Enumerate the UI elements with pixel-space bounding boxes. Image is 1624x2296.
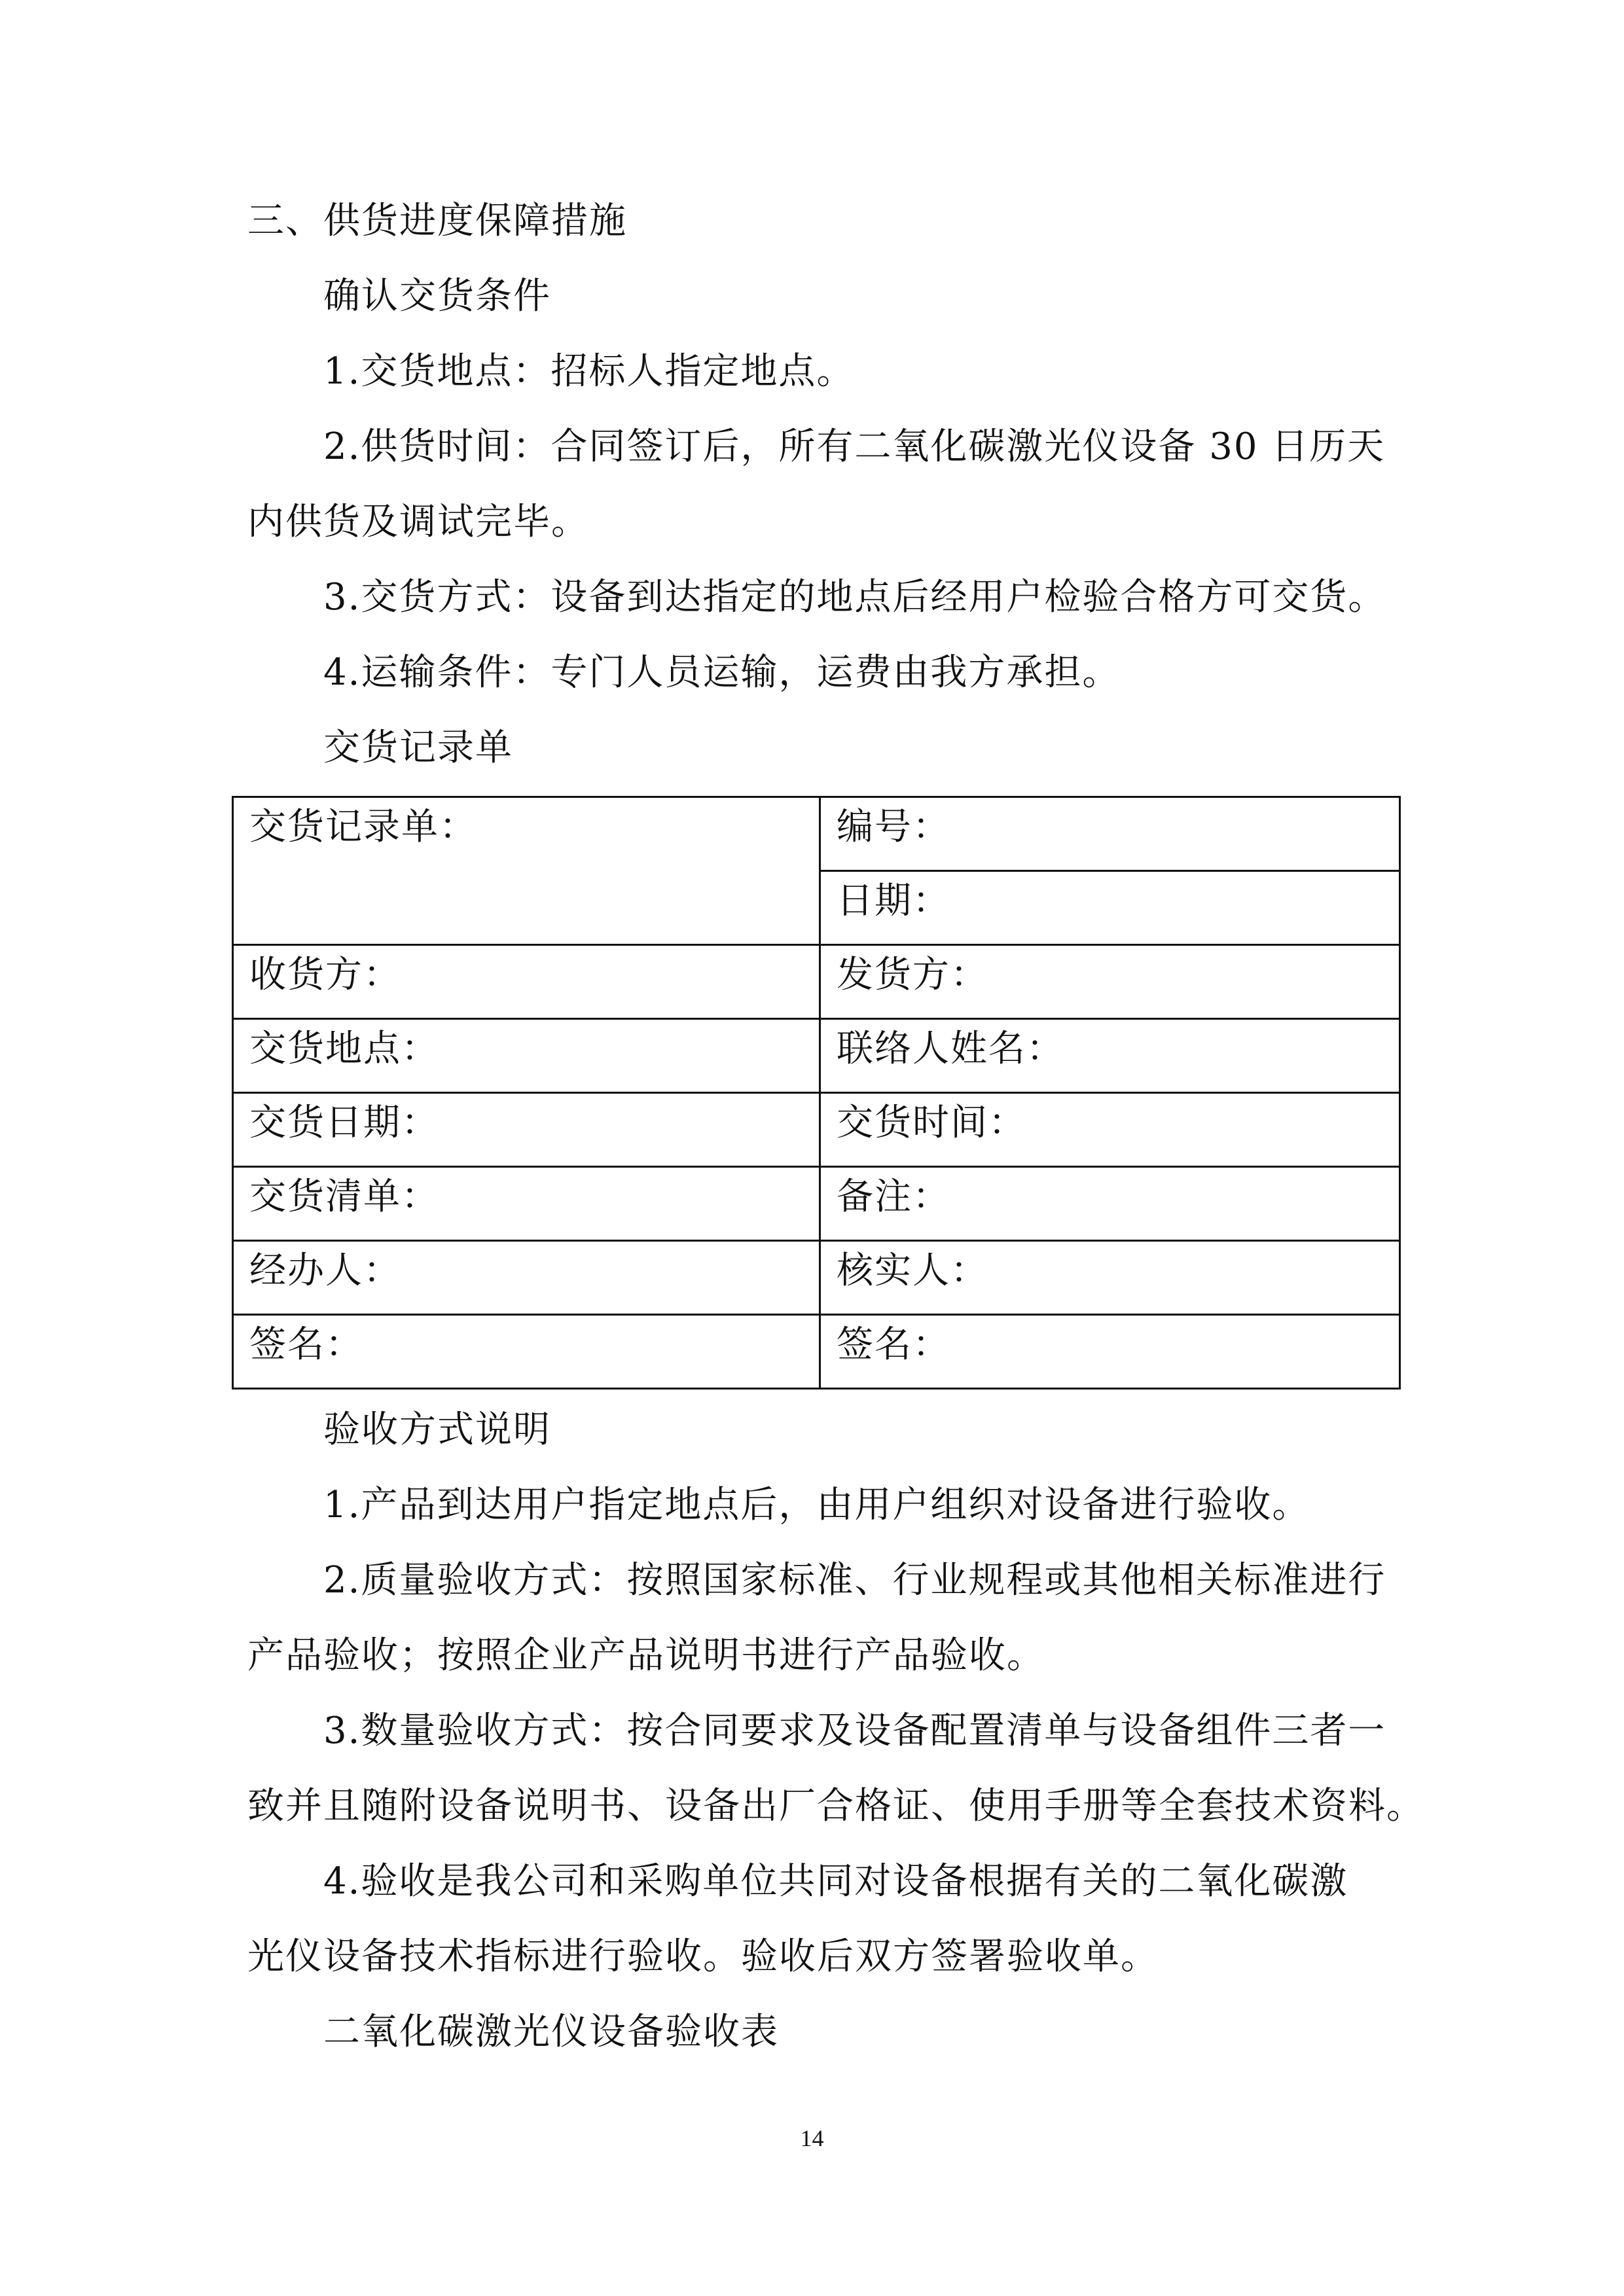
verifier-cell: 核实人： <box>820 1241 1400 1315</box>
delivery-item-4: 4.运输条件：专门人员运输，运费由我方承担。 <box>323 651 1121 694</box>
delivery-conditions-title: 确认交货条件 <box>323 275 551 317</box>
delivery-item-1: 1.交货地点：招标人指定地点。 <box>323 350 855 393</box>
acceptance-item-1: 1.产品到达用户指定地点后，由用户组织对设备进行验收。 <box>323 1484 1310 1526</box>
shipper-cell: 发货方： <box>820 945 1400 1019</box>
acceptance-table-title: 二氧化碳激光仪设备验收表 <box>323 2011 779 2053</box>
acceptance-item-3: 3.数量验收方式：按合同要求及设备配置清单与设备组件三者一 <box>323 1710 1386 1752</box>
acceptance-item-3-cont: 致并且随附设备说明书、设备出厂合格证、使用手册等全套技术资料。 <box>247 1785 1424 1827</box>
record-date-cell: 日期： <box>820 871 1400 945</box>
section-heading: 三、供货进度保障措施 <box>247 200 627 242</box>
acceptance-item-4-cont: 光仪设备技术指标进行验收。验收后双方签署验收单。 <box>247 1935 1159 1978</box>
record-title-cell: 交货记录单： <box>233 797 820 945</box>
acceptance-title: 验收方式说明 <box>323 1408 551 1451</box>
acceptance-item-2-cont: 产品验收；按照企业产品说明书进行产品验收。 <box>247 1634 1045 1677</box>
handler-cell: 经办人： <box>233 1241 820 1315</box>
table-row <box>233 1241 1400 1315</box>
acceptance-item-4: 4.验收是我公司和采购单位共同对设备根据有关的二氧化碳激 <box>323 1860 1348 1903</box>
remarks-cell: 备注： <box>820 1167 1400 1241</box>
table-row <box>233 1167 1400 1241</box>
delivery-date-cell: 交货日期： <box>233 1093 820 1167</box>
delivery-list-cell: 交货清单： <box>233 1167 820 1241</box>
delivery-item-2: 2.供货时间：合同签订后，所有二氧化碳激光仪设备 30 日历天 <box>323 425 1386 468</box>
delivery-time-cell: 交货时间： <box>820 1093 1400 1167</box>
page-number: 14 <box>800 2125 824 2151</box>
delivery-item-3: 3.交货方式：设备到达指定的地点后经用户检验合格方可交货。 <box>323 576 1386 619</box>
delivery-record-table <box>232 796 1401 1390</box>
contact-name-cell: 联络人姓名： <box>820 1019 1400 1093</box>
table-row <box>233 1093 1400 1167</box>
receiver-cell: 收货方： <box>233 945 820 1019</box>
verifier-signature-cell: 签名： <box>820 1315 1400 1389</box>
record-number-cell: 编号： <box>820 797 1400 871</box>
table-row <box>233 1019 1400 1093</box>
record-title: 交货记录单 <box>323 726 513 769</box>
acceptance-item-2: 2.质量验收方式：按照国家标准、行业规程或其他相关标准进行 <box>323 1559 1386 1602</box>
delivery-item-2-cont: 内供货及调试完毕。 <box>247 501 589 543</box>
table-row <box>233 945 1400 1019</box>
delivery-location-cell: 交货地点： <box>233 1019 820 1093</box>
handler-signature-cell: 签名： <box>233 1315 820 1389</box>
table-row <box>233 1315 1400 1389</box>
table-row <box>233 797 1400 871</box>
